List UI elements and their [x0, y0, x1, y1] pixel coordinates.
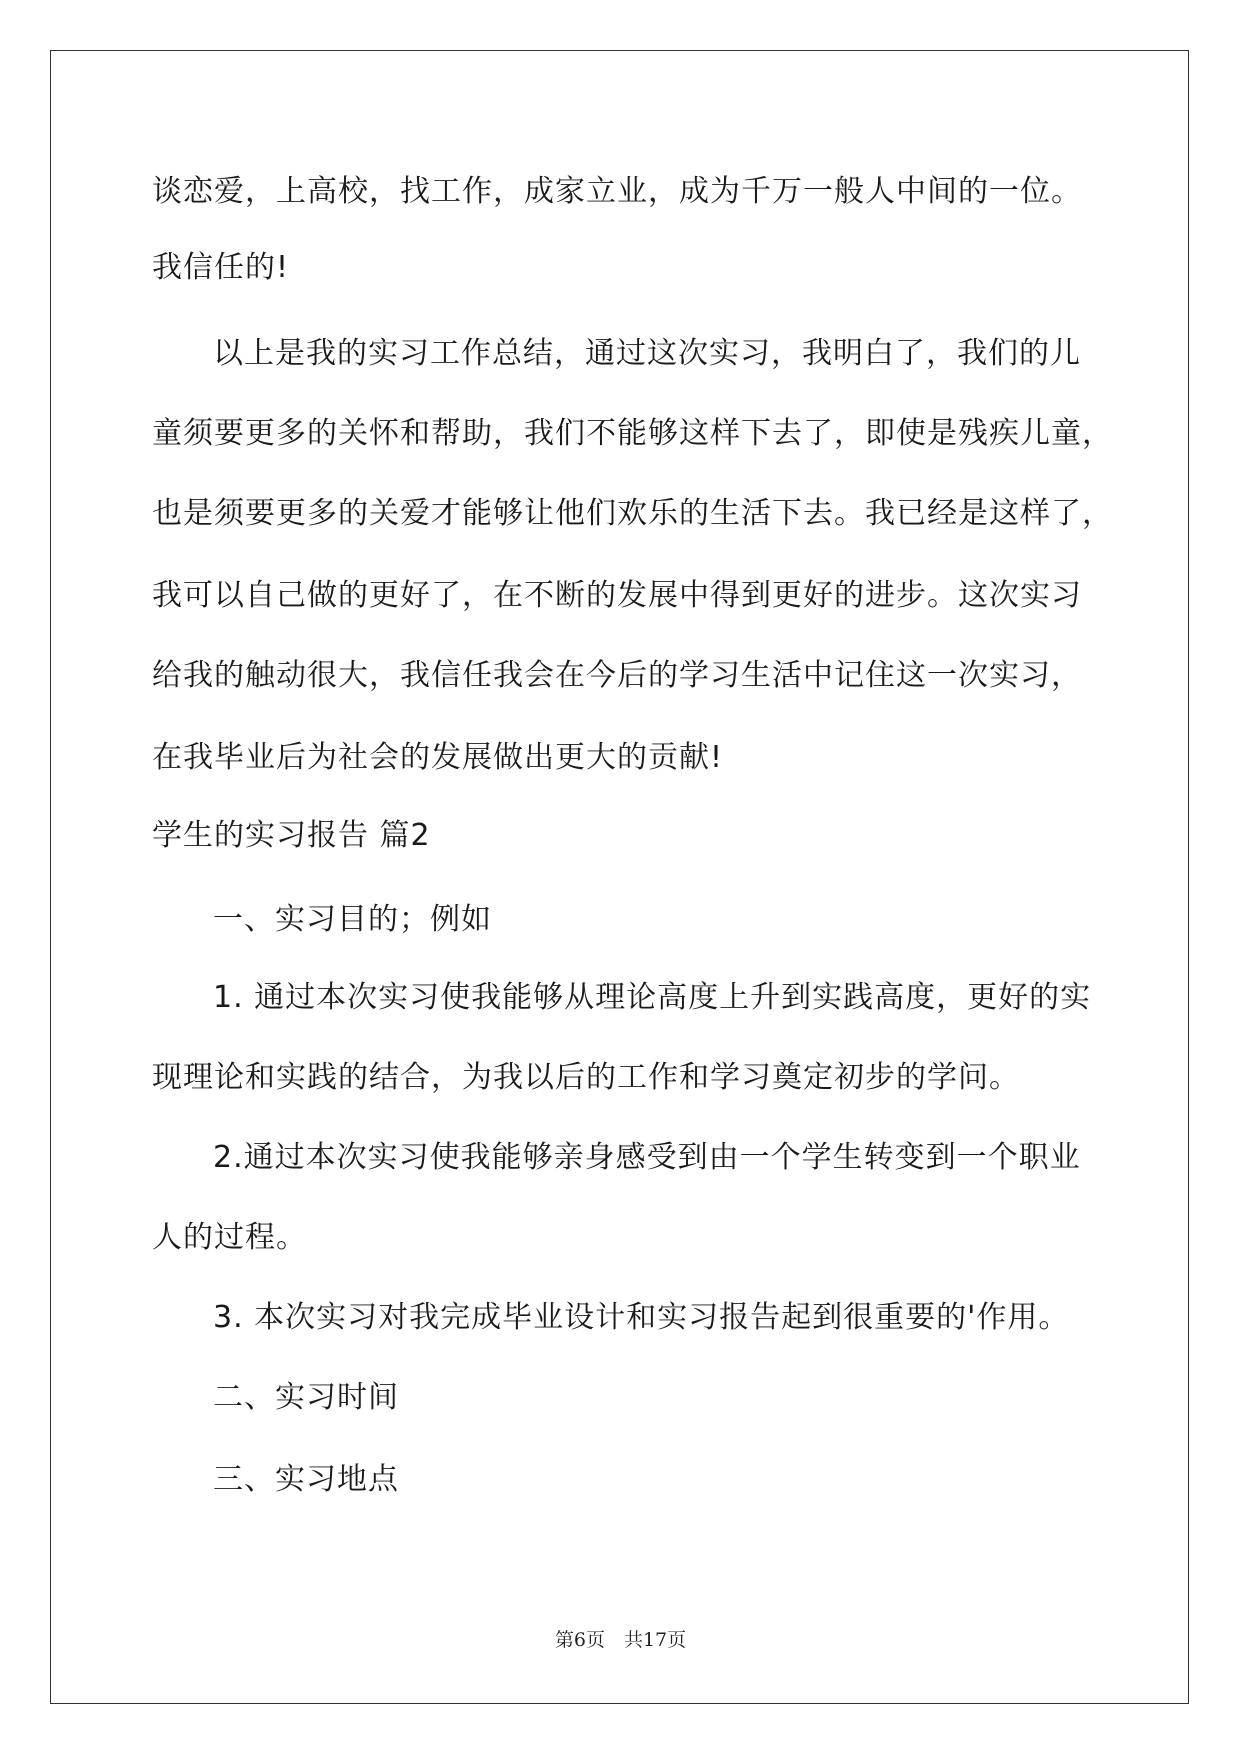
subsection-time: 二、实习时间 — [213, 1380, 399, 1415]
section-heading: 学生的实习报告 篇2 — [152, 818, 431, 853]
body-line-4: 童须要更多的关怀和帮助，我们不能够这样下去了，即使是残疾儿童， — [152, 416, 1113, 451]
body-line-2: 我信任的! — [152, 250, 290, 285]
body-line-1: 谈恋爱，上高校，找工作，成家立业，成为千万一般人中间的一位。 — [152, 174, 1082, 209]
body-line-14: 人的过程。 — [152, 1220, 307, 1255]
subsection-purpose: 一、实习目的；例如 — [213, 902, 492, 937]
body-line-7: 给我的触动很大，我信任我会在今后的学习生活中记住这一次实习， — [152, 658, 1082, 693]
body-line-11: 1. 通过本次实习使我能够从理论高度上升到实践高度，更好的实 — [213, 980, 1092, 1015]
subsection-location: 三、实习地点 — [213, 1462, 399, 1497]
page-border — [50, 50, 1189, 1704]
body-line-12: 现理论和实践的结合，为我以后的工作和学习奠定初步的学问。 — [152, 1060, 1020, 1095]
body-line-15: 3. 本次实习对我完成毕业设计和实习报告起到很重要的'作用。 — [213, 1300, 1070, 1335]
body-line-6: 我可以自己做的更好了，在不断的发展中得到更好的进步。这次实习 — [152, 578, 1082, 613]
body-line-3: 以上是我的实习工作总结，通过这次实习，我明白了，我们的儿 — [213, 336, 1081, 371]
body-line-13: 2.通过本次实习使我能够亲身感受到由一个学生转变到一个职业 — [213, 1140, 1081, 1175]
body-line-8: 在我毕业后为社会的发展做出更大的贡献! — [152, 740, 724, 775]
body-line-5: 也是须要更多的关爱才能够让他们欢乐的生活下去。我已经是这样了， — [152, 496, 1113, 531]
page-number-footer: 第6页 共17页 — [554, 1629, 687, 1651]
